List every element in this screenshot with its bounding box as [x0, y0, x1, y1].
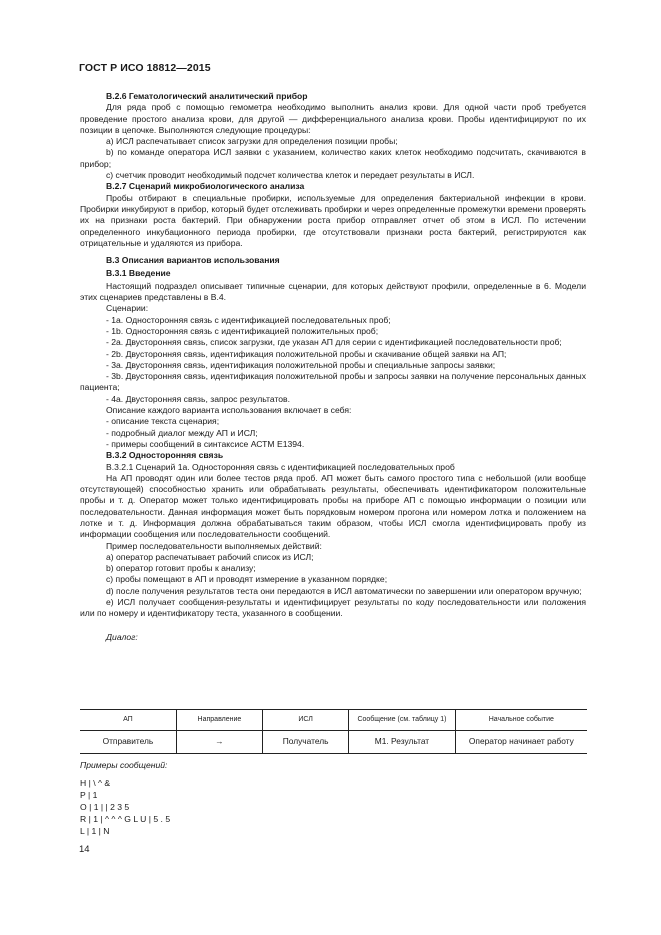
example-line: R | 1 | ^ ^ ^ G L U | 5 . 5 — [80, 814, 171, 824]
paragraph: a) ИСЛ распечатывает список загрузки для определения позиции пробы; — [106, 136, 398, 147]
section-heading: В.3 Описания вариантов использования — [106, 255, 280, 266]
paragraph: c) счетчик проводит необходимый подсчет количества клеток и передает результаты в ИСЛ. — [106, 170, 475, 181]
paragraph: - 3b. Двусторонняя связь, идентификация положительной пробы и запросы заявки на получение персональных данных пациента; — [80, 371, 586, 393]
example-line: P | 1 — [80, 790, 98, 800]
paragraph: e) ИСЛ получает сообщения-результаты и идентифицирует результаты по коду последовательности или положения или по номеру и идентификатору теста, указанного в сообщении. — [80, 597, 586, 619]
dialog-cell-ap: Отправитель — [80, 731, 176, 754]
paragraph: b) оператор готовит пробы к анализу; — [106, 563, 256, 574]
paragraph: На АП проводят один или более тестов ряда проб. АП может быть самого простого типа с небольшой (или вообще отсутствующей) способностью хранить или обрабатывать результаты, обеспечивать идентификатором положительные пробы и т. д. Оператор может только идентифицировать пробы на приборе АП с помощью информации о позиции или последовательности. Данная информация может быть порядковым номером прогона или номером лотка и положением на лотке и т. д. Информация должна обрабатываться таким образом, чтобы ИСЛ смогла идентифицировать пробу из информации сообщения или последовательности сообщений. — [80, 472, 586, 540]
examples-block — [80, 777, 170, 837]
paragraph: - подробный диалог между АП и ИСЛ; — [106, 427, 258, 438]
section-heading: В.2.6 Гематологический аналитический прибор — [106, 91, 308, 101]
dialog-cell-event: Оператор начинает работу — [455, 731, 587, 754]
paragraph: c) пробы помещают в АП и проводят измерение в указанном порядке; — [106, 574, 388, 585]
dialog-table — [80, 709, 587, 754]
paragraph: В.3.2.1 Сценарий 1а. Односторонняя связь с идентификацией последовательных проб — [106, 461, 455, 472]
dialog-cell-direction: → — [176, 731, 262, 754]
examples-label: Примеры сообщений: — [80, 760, 168, 770]
dialog-header-ap: АП — [80, 710, 176, 731]
dialog-table-header-row — [80, 710, 587, 731]
paragraph: - описание текста сценария; — [106, 416, 220, 427]
paragraph: Пример последовательности выполняемых действий: — [106, 540, 322, 551]
paragraph: - примеры сообщений в синтаксисе АСТМ Е1394. — [106, 438, 305, 449]
paragraph: - 1b. Односторонняя связь с идентификацией положительных проб; — [106, 325, 379, 336]
example-line: O | 1 | | 2 3 5 — [80, 802, 130, 812]
paragraph: b) по команде оператора ИСЛ заявки с указанием, количество каких клеток необходимо подсчитать, скачиваются в прибор; — [80, 147, 586, 169]
document-body — [80, 91, 586, 643]
paragraph: a) оператор распечатывает рабочий список из ИСЛ; — [106, 551, 314, 562]
dialog-label: Диалог: — [106, 631, 138, 642]
example-line: H | \ ^ & — [80, 778, 111, 788]
paragraph: - 4а. Двусторонняя связь, запрос результатов. — [106, 393, 291, 404]
section-heading: В.3.2 Односторонняя связь — [106, 450, 224, 461]
document-header: ГОСТ Р ИСО 18812—2015 — [79, 62, 211, 74]
dialog-header-event: Начальное событие — [455, 710, 587, 731]
example-line: L | 1 | N — [80, 826, 110, 836]
dialog-cell-isl: Получатель — [263, 731, 349, 754]
paragraph: - 2b. Двусторонняя связь, идентификация положительной пробы и скачивание общей заявки на АП; — [106, 348, 507, 359]
paragraph: Для ряда проб с помощью гемометра необходимо выполнить анализ крови. Для одной части проб требуется проведение простого анализа крови, для другой — дифференциального анализа крови. Пробы идентифицируют по их позиции в цепочке. Выполняются следующие процедуры: — [80, 102, 586, 135]
paragraph: - 1а. Односторонняя связь с идентификацией последовательных проб; — [106, 314, 391, 325]
section-heading: В.3.1 Введение — [106, 268, 171, 279]
paragraph: Описание каждого варианта использования включает в себя: — [106, 405, 352, 416]
dialog-header-isl: ИСЛ — [263, 710, 349, 731]
section-heading: В.2.7 Сценарий микробиологического анализа — [106, 181, 305, 192]
paragraph: Настоящий подраздел описывает типичные сценарии, для которых действуют профили, определенные в 6. Модели этих сценариев представлены в В.4. — [80, 280, 586, 303]
paragraph: Пробы отбирают в специальные пробирки, используемые для определения бактериальной инфекции в крови. Пробирки инкубируют в прибор, который будет отслеживать пробирки и через определенные промежутки времени проверять их на признаки роста бактерий. При обнаружении роста прибор отправляет отчет об этом в ИСЛ. По истечении определенного инкубационного периода пробирки, где отсутствовали признаки роста бактерий, регистрируются как отрицательные и удаляются из прибора. — [80, 192, 586, 248]
paragraph: - 2а. Двусторонняя связь, список загрузки, где указан АП для серии с идентификацией последовательности проб; — [106, 337, 562, 348]
dialog-header-message: Сообщение (см. таблицу 1) — [349, 710, 455, 731]
paragraph: Сценарии: — [106, 303, 149, 314]
paragraph: d) после получения результатов теста они передаются в ИСЛ автоматически по завершении или оператором вручную; — [106, 585, 582, 596]
dialog-header-direction: Направление — [176, 710, 262, 731]
dialog-cell-message: М1. Результат — [349, 731, 455, 754]
page-number: 14 — [79, 844, 90, 855]
dialog-table-row — [80, 731, 587, 754]
paragraph: - 3а. Двусторонняя связь, идентификация положительной пробы и специальные запросы заявки; — [106, 359, 496, 370]
